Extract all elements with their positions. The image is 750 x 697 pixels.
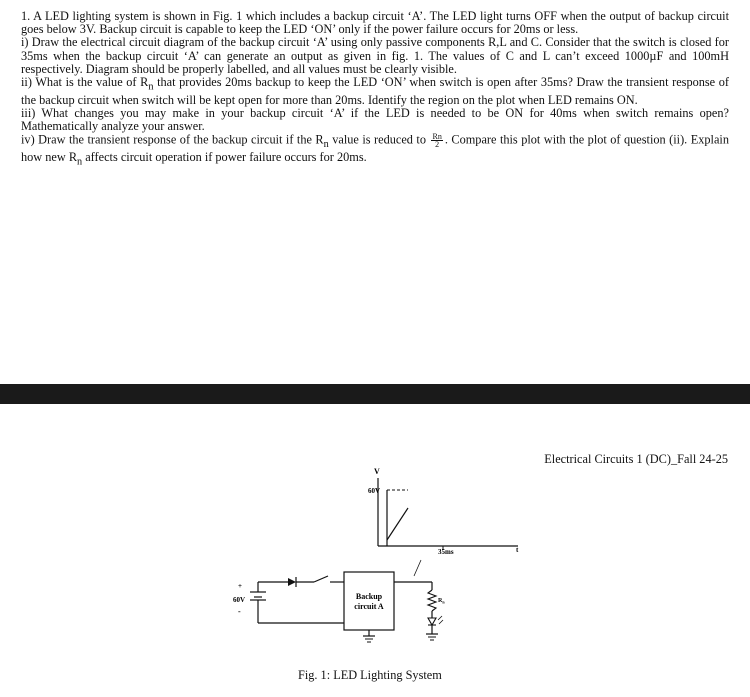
rn-subscript: n <box>77 156 83 168</box>
backup-circuit-block <box>344 572 394 630</box>
level-label: 60V <box>368 487 381 495</box>
resistor-label: $R_n$ <box>438 598 445 605</box>
part-ii-text-a: ii) What is the value of R <box>21 75 149 90</box>
time-label: 35ms <box>438 548 454 556</box>
backup-block-label-1: Backup <box>355 592 383 601</box>
diode-icon <box>288 578 296 586</box>
y-axis-label: V <box>374 467 380 476</box>
voltage-time-graph <box>368 467 519 556</box>
response-curve <box>387 508 408 540</box>
backup-block-label-2: circuit A <box>354 602 384 611</box>
switch-icon <box>314 576 328 582</box>
part-iv-text-b: value is reduced to <box>328 132 430 147</box>
rn-subscript: n <box>148 81 154 93</box>
question-part-ii <box>21 76 729 107</box>
circuit-diagram <box>233 572 445 642</box>
part-iv-text-a: iv) Draw the transient response of the backup circuit if the R <box>21 132 324 147</box>
question-part-i: i) Draw the electrical circuit diagram of the backup circuit ‘A’ using only passive components R,L and C. Consider that the switch is closed for 35ms when the backup circuit ‘A’ can generate an output as given in fig. 1. The values of C and L can’t exceed 1000µF and 100mH respectively. Diagram should be properly labelled, and all values must be clearly visible. <box>21 35 729 76</box>
rn-over-2-fraction <box>431 133 442 148</box>
figure-caption: Fig. 1: LED Lighting System <box>298 668 442 682</box>
question-part-iv <box>21 133 729 169</box>
course-header: Electrical Circuits 1 (DC)_Fall 24-25 <box>544 452 728 466</box>
led-icon <box>428 618 436 625</box>
fraction-denominator: 2 <box>435 140 440 150</box>
part-iv-text-d: affects circuit operation if power failure occurs for 20ms. <box>82 150 367 165</box>
source-minus-sign: - <box>238 607 241 616</box>
resistor-icon <box>428 590 436 611</box>
question-text <box>21 10 729 169</box>
question-part-iii: iii) What changes you may make in your backup circuit ‘A’ if the LED is needed to be ON for 40ms when switch remains open? Mathematically analyze your answer. <box>21 105 729 134</box>
question-intro: 1. A LED lighting system is shown in Fig. 1 which includes a backup circuit ‘A’. The LED light turns OFF when the output of backup circuit goes below 3V. Backup circuit is capable to keep the LED ‘ON’ only if the power failure occurs for 20ms or less. <box>21 9 729 37</box>
rn-subscript: n <box>323 139 329 151</box>
part-iv-text-c: . Compare this plot with the plot of question (ii). Explain how new R <box>21 132 729 165</box>
fraction-numerator: Rn <box>432 132 442 142</box>
source-label: 60V <box>233 596 246 604</box>
source-plus-sign: + <box>238 582 242 590</box>
page-separator-band <box>0 384 750 404</box>
part-ii-text-b: that provides 20ms backup to keep the LED ‘ON’ when switch is open after 35ms? Draw the transient response of the backup circuit when switch will be kept open for more than 20ms. Identify the region on the plot when LED remains ON. <box>21 75 729 107</box>
x-axis-label: t <box>516 546 519 554</box>
graph-pointer-line <box>414 560 421 576</box>
led-system-figure <box>0 404 750 664</box>
